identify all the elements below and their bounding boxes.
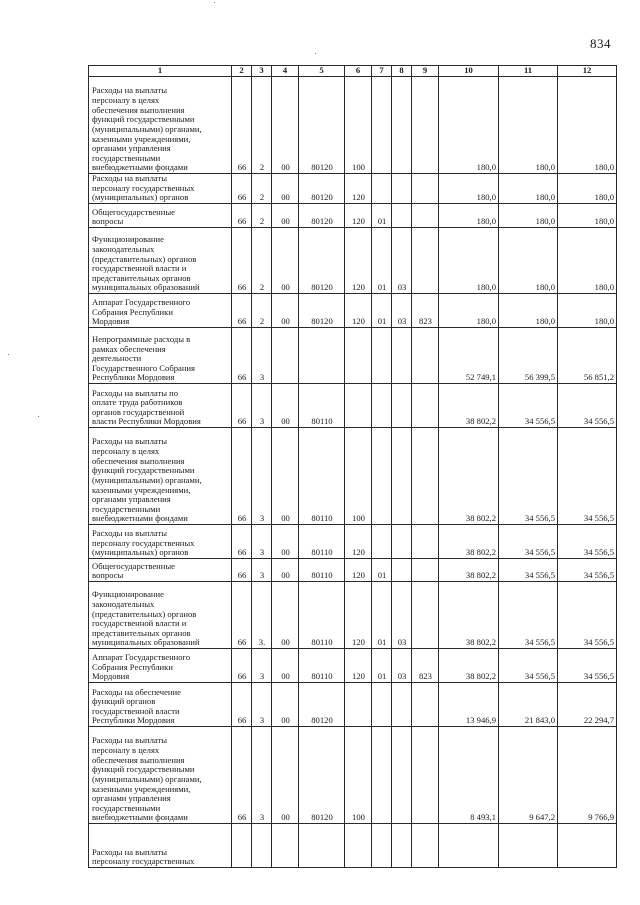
code-section-cell: 01 — [372, 294, 392, 328]
code-direction-cell — [299, 328, 345, 384]
code-expense-type-cell — [345, 824, 372, 868]
code-sub-cell: 00 — [272, 428, 299, 525]
code-section-cell: 01 — [372, 559, 392, 582]
amount-year2-cell: 180,0 — [499, 174, 558, 204]
code-program-cell: 2 — [252, 204, 272, 228]
code-program-cell: 3 — [252, 727, 272, 824]
amount-year2-cell: 34 556,5 — [499, 384, 558, 428]
code-subsection-cell: 03 — [392, 228, 412, 294]
amount-year1-cell: 180,0 — [439, 294, 499, 328]
code-direction-cell: 80110 — [299, 428, 345, 525]
amount-year1-cell: 38 802,2 — [439, 582, 499, 649]
code-program-cell: 3 — [252, 328, 272, 384]
amount-year1-cell: 52 749,1 — [439, 328, 499, 384]
code-ministry-cell: 66 — [232, 294, 252, 328]
code-section-cell — [372, 525, 392, 559]
code-expense-type-cell: 120 — [345, 174, 372, 204]
amount-year3-cell: 34 556,5 — [558, 525, 617, 559]
amount-year1-cell: 13 946,9 — [439, 683, 499, 727]
code-subsection-cell — [392, 727, 412, 824]
code-section-cell — [372, 174, 392, 204]
code-direction-cell — [299, 824, 345, 868]
code-section-cell: 01 — [372, 228, 392, 294]
column-header: 4 — [272, 66, 299, 77]
code-expense-type-cell — [345, 328, 372, 384]
code-section-cell — [372, 824, 392, 868]
table-row — [89, 649, 617, 683]
code-ministry-cell: 66 — [232, 428, 252, 525]
code-ministry-cell: 66 — [232, 727, 252, 824]
amount-year2-cell: 180,0 — [499, 228, 558, 294]
code-sub-cell: 00 — [272, 204, 299, 228]
code-section-cell — [372, 683, 392, 727]
code-expense-type-cell: 120 — [345, 649, 372, 683]
amount-year2-cell: 34 556,5 — [499, 559, 558, 582]
row-name-text: Расходы на выплаты персоналу в целях обеспечения выполнения функций государственными (муниципальными) органами, казенными учреждениями, органами управления государственными внебюджетными фондами — [92, 735, 202, 823]
code-subsection-cell — [392, 428, 412, 525]
code-admin-cell — [412, 727, 439, 824]
code-ministry-cell: 66 — [232, 174, 252, 204]
amount-year1-cell: 180,0 — [439, 174, 499, 204]
code-program-cell: 3 — [252, 649, 272, 683]
column-header: 3 — [252, 66, 272, 77]
row-name-cell — [89, 559, 232, 582]
code-section-cell: 01 — [372, 649, 392, 683]
code-expense-type-cell: 120 — [345, 294, 372, 328]
table-row — [89, 824, 617, 868]
code-program-cell: 2 — [252, 294, 272, 328]
code-direction-cell: 80120 — [299, 683, 345, 727]
row-name-text: Аппарат Государственного Собрания Республики Мордовия — [92, 297, 191, 327]
code-sub-cell — [272, 824, 299, 868]
code-direction-cell: 80120 — [299, 228, 345, 294]
column-header: 10 — [439, 66, 499, 77]
row-name-text: Расходы на обеспечение функций органов государственной власти Республики Мордовия — [92, 686, 181, 726]
code-subsection-cell — [392, 174, 412, 204]
row-name-text: Общегосударственные вопросы — [92, 560, 175, 581]
code-sub-cell: 00 — [272, 683, 299, 727]
table-row — [89, 428, 617, 525]
amount-year2-cell — [499, 824, 558, 868]
amount-year3-cell: 56 851,2 — [558, 328, 617, 384]
row-name-text: Общегосударственные вопросы — [92, 206, 175, 227]
code-direction-cell: 80110 — [299, 649, 345, 683]
code-expense-type-cell: 120 — [345, 559, 372, 582]
column-header: 6 — [345, 66, 372, 77]
amount-year2-cell: 34 556,5 — [499, 649, 558, 683]
code-section-cell — [372, 77, 392, 174]
row-name-cell — [89, 294, 232, 328]
code-direction-cell: 80120 — [299, 727, 345, 824]
table-row — [89, 174, 617, 204]
code-admin-cell — [412, 683, 439, 727]
row-name-text: Непрограммные расходы в рамках обеспечения деятельности Государственного Собрания Республики Мордовия — [92, 333, 195, 383]
code-subsection-cell: 03 — [392, 294, 412, 328]
table-row — [89, 328, 617, 384]
code-admin-cell — [412, 428, 439, 525]
column-header: 5 — [299, 66, 345, 77]
code-direction-cell: 80120 — [299, 174, 345, 204]
code-direction-cell: 80110 — [299, 384, 345, 428]
amount-year2-cell: 180,0 — [499, 77, 558, 174]
code-subsection-cell — [392, 559, 412, 582]
code-program-cell: 3 — [252, 559, 272, 582]
table-row — [89, 525, 617, 559]
code-expense-type-cell: 120 — [345, 525, 372, 559]
code-expense-type-cell: 100 — [345, 77, 372, 174]
table-row — [89, 582, 617, 649]
amount-year3-cell: 180,0 — [558, 228, 617, 294]
code-ministry-cell: 66 — [232, 559, 252, 582]
amount-year1-cell: 38 802,2 — [439, 384, 499, 428]
row-name-cell — [89, 228, 232, 294]
row-name-text: Расходы на выплаты персоналу государственных (муниципальных) органов — [92, 528, 195, 558]
amount-year3-cell: 34 556,5 — [558, 582, 617, 649]
row-name-text: Функционирование законодательных (представительных) органов государственной власти и представительных органов муниципальных образований — [92, 589, 200, 648]
header-row — [89, 66, 617, 77]
amount-year2-cell: 34 556,5 — [499, 525, 558, 559]
row-name-text: Расходы на выплаты персоналу государственных (муниципальных) органов — [92, 173, 195, 203]
amount-year2-cell: 180,0 — [499, 294, 558, 328]
amount-year3-cell: 9 766,9 — [558, 727, 617, 824]
code-expense-type-cell: 120 — [345, 582, 372, 649]
table-row — [89, 228, 617, 294]
amount-year2-cell: 34 556,5 — [499, 428, 558, 525]
table-row — [89, 77, 617, 174]
code-program-cell: 3 — [252, 384, 272, 428]
column-header: 8 — [392, 66, 412, 77]
row-name-text: Функционирование законодательных (представительных) органов государственной власти и представительных органов муниципальных образований — [92, 234, 200, 293]
code-section-cell — [372, 384, 392, 428]
code-program-cell: 3. — [252, 582, 272, 649]
code-sub-cell: 00 — [272, 727, 299, 824]
row-name-cell — [89, 428, 232, 525]
code-ministry-cell: 66 — [232, 328, 252, 384]
amount-year3-cell: 34 556,5 — [558, 384, 617, 428]
amount-year3-cell: 34 556,5 — [558, 428, 617, 525]
code-sub-cell: 00 — [272, 525, 299, 559]
code-admin-cell — [412, 525, 439, 559]
code-direction-cell: 80120 — [299, 294, 345, 328]
code-admin-cell — [412, 384, 439, 428]
amount-year1-cell: 38 802,2 — [439, 559, 499, 582]
table-row — [89, 384, 617, 428]
code-admin-cell — [412, 328, 439, 384]
amount-year2-cell: 180,0 — [499, 204, 558, 228]
code-expense-type-cell — [345, 683, 372, 727]
row-name-text: Расходы на выплаты персоналу в целях обеспечения выполнения функций государственными (муниципальными) органами, казенными учреждениями, органами управления государственными внебюджетными фондами — [92, 436, 202, 524]
row-name-text: Аппарат Государственного Собрания Республики Мордовия — [92, 652, 191, 682]
row-name-cell — [89, 582, 232, 649]
code-subsection-cell: 03 — [392, 649, 412, 683]
code-direction-cell: 80110 — [299, 559, 345, 582]
amount-year3-cell: 180,0 — [558, 204, 617, 228]
row-name-text: Расходы на выплаты персоналу в целях обеспечения выполнения функций государственными (муниципальными) органами, казенными учреждениями, органами управления государственными внебюджетными фондами — [92, 85, 202, 173]
code-sub-cell: 00 — [272, 559, 299, 582]
code-sub-cell: 00 — [272, 228, 299, 294]
code-ministry-cell: 66 — [232, 525, 252, 559]
code-admin-cell — [412, 228, 439, 294]
code-subsection-cell: 03 — [392, 582, 412, 649]
amount-year1-cell — [439, 824, 499, 868]
code-ministry-cell: 66 — [232, 228, 252, 294]
amount-year2-cell: 21 843,0 — [499, 683, 558, 727]
code-admin-cell — [412, 824, 439, 868]
code-sub-cell: 00 — [272, 174, 299, 204]
code-expense-type-cell: 100 — [345, 727, 372, 824]
amount-year3-cell: 180,0 — [558, 77, 617, 174]
code-program-cell: 3 — [252, 428, 272, 525]
row-name-cell — [89, 525, 232, 559]
code-subsection-cell — [392, 384, 412, 428]
column-header: 11 — [499, 66, 558, 77]
row-name-text: Расходы на выплаты персоналу государственных — [92, 846, 195, 867]
code-admin-cell — [412, 77, 439, 174]
code-section-cell — [372, 428, 392, 525]
column-header: 2 — [232, 66, 252, 77]
code-admin-cell — [412, 582, 439, 649]
amount-year1-cell: 8 493,1 — [439, 727, 499, 824]
code-sub-cell: 00 — [272, 294, 299, 328]
amount-year3-cell: 22 294,7 — [558, 683, 617, 727]
row-name-cell — [89, 683, 232, 727]
code-ministry-cell: 66 — [232, 649, 252, 683]
table-row — [89, 294, 617, 328]
page-number: 834 — [590, 36, 611, 51]
code-ministry-cell: 66 — [232, 683, 252, 727]
amount-year1-cell: 180,0 — [439, 77, 499, 174]
amount-year1-cell: 38 802,2 — [439, 649, 499, 683]
row-name-cell — [89, 204, 232, 228]
amount-year3-cell: 180,0 — [558, 174, 617, 204]
code-ministry-cell — [232, 824, 252, 868]
row-name-cell — [89, 727, 232, 824]
code-sub-cell: 00 — [272, 649, 299, 683]
code-admin-cell: 823 — [412, 294, 439, 328]
code-ministry-cell: 66 — [232, 384, 252, 428]
amount-year2-cell: 9 647,2 — [499, 727, 558, 824]
amount-year1-cell: 180,0 — [439, 228, 499, 294]
code-subsection-cell — [392, 77, 412, 174]
code-ministry-cell: 66 — [232, 582, 252, 649]
code-program-cell: 2 — [252, 77, 272, 174]
code-admin-cell: 823 — [412, 649, 439, 683]
table-row — [89, 204, 617, 228]
table-row — [89, 727, 617, 824]
row-name-cell — [89, 824, 232, 868]
code-direction-cell: 80120 — [299, 204, 345, 228]
amount-year3-cell: 34 556,5 — [558, 559, 617, 582]
code-sub-cell — [272, 328, 299, 384]
scan-speck — [8, 354, 9, 355]
code-expense-type-cell: 120 — [345, 204, 372, 228]
column-header: 1 — [89, 66, 232, 77]
code-admin-cell — [412, 204, 439, 228]
code-program-cell: 3 — [252, 683, 272, 727]
code-sub-cell: 00 — [272, 384, 299, 428]
row-name-cell — [89, 328, 232, 384]
code-ministry-cell: 66 — [232, 77, 252, 174]
code-program-cell: 3 — [252, 525, 272, 559]
amount-year3-cell: 180,0 — [558, 294, 617, 328]
code-program-cell: 2 — [252, 174, 272, 204]
code-subsection-cell — [392, 683, 412, 727]
code-admin-cell — [412, 174, 439, 204]
amount-year1-cell: 180,0 — [439, 204, 499, 228]
column-header: 7 — [372, 66, 392, 77]
scan-speck — [214, 2, 215, 3]
table-row — [89, 683, 617, 727]
budget-table — [88, 65, 617, 868]
amount-year3-cell: 34 556,5 — [558, 649, 617, 683]
code-direction-cell: 80110 — [299, 525, 345, 559]
code-section-cell: 01 — [372, 204, 392, 228]
code-sub-cell: 00 — [272, 77, 299, 174]
code-program-cell — [252, 824, 272, 868]
table-row — [89, 559, 617, 582]
row-name-text: Расходы на выплаты по оплате труда работников органов государственной власти Республики Мордовия — [92, 387, 201, 427]
code-expense-type-cell: 120 — [345, 228, 372, 294]
code-admin-cell — [412, 559, 439, 582]
row-name-cell — [89, 649, 232, 683]
code-subsection-cell — [392, 328, 412, 384]
amount-year1-cell: 38 802,2 — [439, 525, 499, 559]
row-name-cell — [89, 174, 232, 204]
code-subsection-cell — [392, 824, 412, 868]
code-program-cell: 2 — [252, 228, 272, 294]
code-subsection-cell — [392, 525, 412, 559]
code-direction-cell: 80120 — [299, 77, 345, 174]
code-subsection-cell — [392, 204, 412, 228]
code-ministry-cell: 66 — [232, 204, 252, 228]
amount-year3-cell — [558, 824, 617, 868]
amount-year2-cell: 56 399,5 — [499, 328, 558, 384]
row-name-cell — [89, 77, 232, 174]
code-expense-type-cell — [345, 384, 372, 428]
code-direction-cell: 80110 — [299, 582, 345, 649]
column-header: 9 — [412, 66, 439, 77]
scan-speck — [315, 53, 316, 54]
code-section-cell — [372, 727, 392, 824]
scan-speck — [38, 416, 39, 417]
amount-year1-cell: 38 802,2 — [439, 428, 499, 525]
code-expense-type-cell: 100 — [345, 428, 372, 525]
column-header: 12 — [558, 66, 617, 77]
row-name-cell — [89, 384, 232, 428]
amount-year2-cell: 34 556,5 — [499, 582, 558, 649]
code-section-cell — [372, 328, 392, 384]
code-sub-cell: 00 — [272, 582, 299, 649]
code-section-cell: 01 — [372, 582, 392, 649]
